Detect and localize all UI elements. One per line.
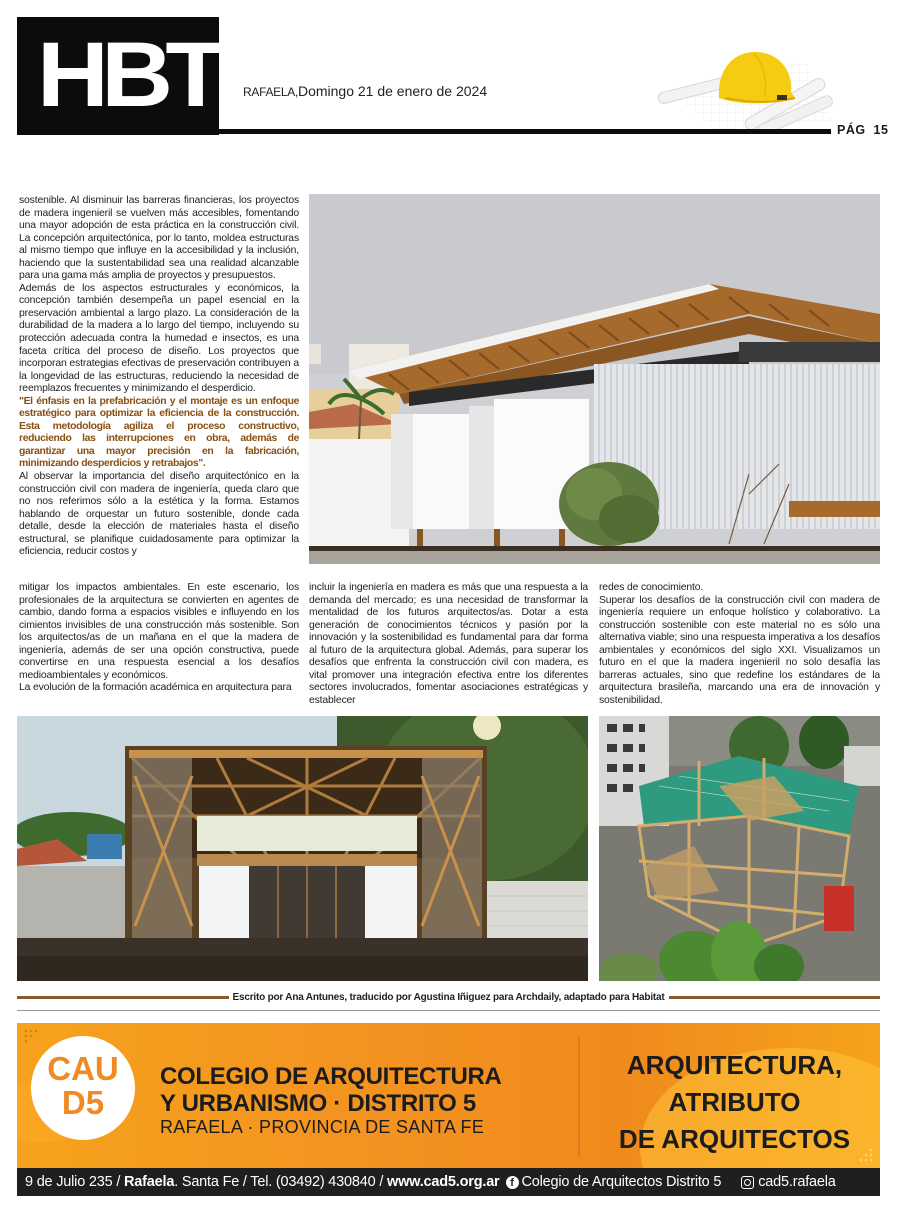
ad-title-line-2: Y URBANISMO · DISTRITO 5 [160,1090,476,1117]
paragraph: Superar los desafíos de la construcción civil con madera de ingeniería requiere un enfoque holístico y colaborativo. La construcción sostenible con este material no es sólo una alternativa viable; sino una respuesta imperativa a los desafíos ambientales y económicos del siglo XXI. Visualizamos un futuro en el que la madera ingenieril no solo desafía las barreras actuales, sino que redefine los estándares de la arquitectura brasileña, marcando una era de innovación y sostenibilidad. [599,594,880,706]
article-column-2 [309,582,588,707]
article-column-3 [599,582,880,707]
dateline-city: RAFAELA, [243,85,298,99]
badge-line-2: D5 [61,1084,105,1121]
credit-rule-right [669,996,881,999]
facebook-icon: f [506,1176,519,1189]
dots-icon [24,1029,38,1043]
ad-title [160,1063,502,1117]
photo-construction-aerial [599,716,880,981]
credit-text: Escrito por Ana Antunes, traducido por Agustina Iñiguez para Archdaily, adaptado para Habitat [232,991,665,1003]
hard-hat-blueprints-icon [655,40,835,130]
slogan-line-2: ATRIBUTO [668,1087,801,1117]
paragraph: sostenible. Al disminuir las barreras financieras, los proyectos de madera ingenieril se vuelven más accesibles, fomentando una mayor adopción de esta práctica en la construcción civil. La concepción arquitectónica, por lo tanto, moldea estructuras al mismo tiempo que influye en la accesibilidad y la inclusión, haciendo que la sustentabilidad sea una realidad alcanzable para una gama más amplia de proyectos y presupuestos. [19,195,299,282]
paragraph: incluir la ingeniería en madera es más que una respuesta a la demanda del mercado; es una necesidad de transformar la mentalidad de los futuros arquitectos/as. Dotar a esta generación de conocimientos técnicos y pasión por la innovación y la sostenibilidad es fundamental para dar forma al futuro de la arquitectura global. Además, para superar los desafíos que enfrenta la construcción civil con madera, es vital promover una integración efectiva entre los diferentes sectores involucrados, fomentar asociaciones estratégicas y establecer [309,582,588,706]
badge-line-1: CAU [47,1050,119,1087]
header-rule [219,129,831,134]
ad-slogan [597,1047,872,1158]
badge-text [31,1052,135,1120]
article-column-1-continued [19,582,299,695]
facebook-link[interactable]: Colegio de Arquitectos Distrito 5 [521,1174,722,1190]
dateline [243,83,487,99]
divider [17,1010,880,1011]
paragraph: Además de los aspectos estructurales y económicos, la concepción también desempeña un papel esencial en la preservación ambiental a largo plazo. La consideración de la durabilidad de la madera a lo largo del tiempo, incluyendo su protección adecuada contra la humedad e insectos, es una faceta crítica del proceso de diseño. Los proyectos que incorporan estrategias efectivas de preservación contribuyen a la longevidad de las estructuras, reduciendo la necesidad de reemplazos frecuentes y minimizando el desperdicio. [19,282,299,395]
cau-d5-advertisement[interactable] [17,1023,880,1168]
photo-timber-house [309,194,880,564]
ad-contact-bar [17,1168,880,1196]
paragraph: redes de conocimiento. [599,582,704,593]
ad-title-line-1: COLEGIO DE ARQUITECTURA [160,1063,502,1090]
instagram-link[interactable]: cad5.rafaela [758,1174,836,1190]
article-credit [17,990,880,1004]
paragraph: Al observar la importancia del diseño arquitectónico en la construcción civil con madera de ingeniería, queda claro que no nos referimos sólo a la estética y la forma. Estamos hablando de orquestar un futuro sostenible, donde cada detalle, desde la elección de materiales hasta el diseño estructural, se planifique cuidadosamente para optimizar la eficiencia, reducir costos y [19,471,299,558]
photo-timber-pavilion [17,716,588,981]
instagram-icon [741,1176,754,1189]
page-number [837,123,888,137]
credit-rule-left [17,996,229,999]
pull-quote: "El énfasis en la prefabricación y el montaje es un enfoque estratégico para optimizar la eficiencia de la construcción. Esta metodología agiliza el proceso constructivo, reduciendo las interrupciones en obra, además de garantizar una mayor precisión en la fabricación, minimizando desperdicios y retrabajos". [19,395,299,470]
website-link[interactable]: www.cad5.org.ar [387,1174,500,1190]
dateline-date: Domingo 21 de enero de 2024 [297,83,488,99]
address: 9 de Julio 235 / [25,1174,121,1190]
page-number-value: 15 [873,123,889,137]
paragraph: mitigar los impactos ambientales. En este escenario, los profesionales de la arquitectura se convierten en agentes de cambio, dando forma a espacios visibles e influyendo en los cimientos invisibles de una construcción más sostenible. Son los arquitectos/as de un mañana en el que la madera de ingeniería, además de ser una opción constructiva, puede convertirse en una respuesta esencial a los desafíos medioambientales y económicos. [19,582,299,681]
slogan-line-1: ARQUITECTURA, [626,1050,843,1080]
ad-divider [578,1037,580,1157]
address-city: Rafaela [124,1174,175,1190]
address-region: . Santa Fe / Tel. (03492) 430840 / [174,1174,384,1190]
page-label: PÁG [837,123,866,137]
slogan-line-3: DE ARQUITECTOS [618,1124,851,1154]
hbt-logo [17,17,219,135]
paragraph: La evolución de la formación académica en arquitectura para [19,682,292,694]
logo-text: HBT [37,24,219,126]
article-column-1 [19,195,299,559]
ad-subtitle: RAFAELA · PROVINCIA DE SANTA FE [160,1117,485,1137]
cau-d5-badge [31,1036,135,1140]
